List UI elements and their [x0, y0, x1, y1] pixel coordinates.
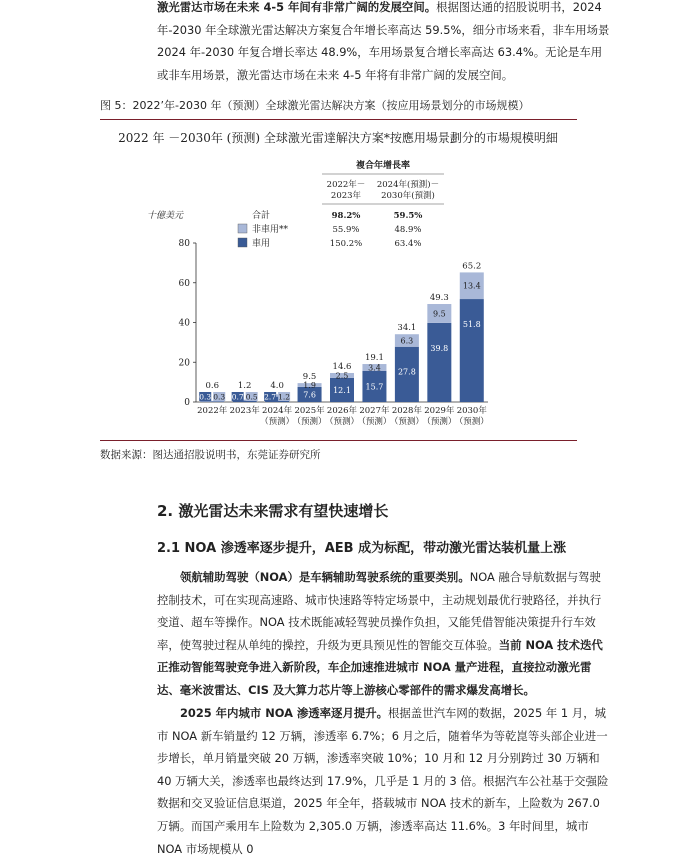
x-tick-label: （预测） [454, 417, 489, 427]
y-tick-label: 0 [184, 398, 190, 408]
x-tick-label: 2024年 [262, 406, 293, 416]
x-tick-label: 2025年 [294, 406, 325, 416]
city-noa-paragraph [157, 702, 612, 860]
cagr-value-2022-2023: 55.9% [332, 225, 360, 235]
x-tick-label: 2028年 [391, 406, 422, 416]
figure-source: 数据来源：图达通招股说明书，东莞证券研究所 [100, 449, 321, 461]
bar-total-label: 1.2 [237, 381, 252, 391]
bar-total-label: 0.6 [205, 381, 219, 391]
legend [238, 209, 289, 249]
bar-non-vehicle-label: 3.4 [368, 363, 381, 373]
x-tick-label: （预测） [292, 417, 327, 427]
cagr-value-2024-2030: 63.4% [394, 239, 422, 249]
y-tick-label: 20 [178, 358, 190, 369]
bar-vehicle-label: 12.1 [333, 385, 351, 395]
cagr-value-2024-2030: 59.5% [393, 211, 423, 221]
legend-swatch [238, 224, 247, 233]
bar-vehicle-label: 0.7 [231, 392, 244, 402]
bar-non-vehicle-label: 0.3 [213, 392, 226, 402]
bar-vehicle-label: 7.6 [303, 390, 316, 400]
bar-total-label: 14.6 [332, 361, 352, 372]
x-tick-label: （预测） [389, 417, 424, 427]
cagr-col1-header: 2022年－ [326, 180, 366, 190]
bar-vehicle-label: 0.3 [199, 392, 212, 402]
noa-lead: 领航辅助驾驶（NOA）是车辆辅助驾驶系统的重要类别。 [180, 570, 470, 584]
x-tick-label: 2029年 [424, 406, 455, 416]
cagr-col2-header: 2030年(預測) [381, 191, 435, 201]
bar-non-vehicle-label: 0.5 [245, 392, 258, 402]
bar-total-label: 9.5 [302, 372, 317, 383]
noa-bold-conclusion: 当前 NOA 技术迭代正推动智能驾驶竞争进入新阶段，车企加速推进城市 NOA 量产进程，直接拉动激光雷达、毫米波雷达、CIS 及大算力芯片等上游核心零部件的需求爆发高增长。 [157, 637, 603, 697]
bar-non-vehicle-label: 1.2 [278, 392, 291, 402]
bar-non-vehicle-label: 1.9 [303, 381, 316, 391]
bar-vehicle-label: 15.7 [365, 382, 384, 392]
x-tick-label: 2030年 [456, 406, 487, 416]
bar-vehicle [460, 299, 484, 402]
bar-vehicle-label: 51.8 [462, 320, 481, 330]
y-tick-label: 80 [178, 239, 190, 249]
figure-bottom-rule [100, 440, 577, 441]
cagr-value-2022-2023: 98.2% [331, 211, 361, 221]
x-tick-label: （预测） [422, 417, 457, 427]
city-noa-lead: 2025 年内城市 NOA 渗透率逐月提升。 [180, 706, 389, 720]
intro-lead: 激光雷达市场在未来 4-5 年间有非常广阔的发展空间。 [157, 0, 437, 14]
x-tick-label: （预测） [324, 417, 360, 427]
legend-label: 非車用** [252, 225, 289, 235]
subsection-heading: 2.1 NOA 渗透率逐步提升，AEB 成为标配，带动激光雷达装机量上涨 [157, 541, 567, 556]
section-heading: 2. 激光雷达未来需求有望快速增长 [157, 502, 389, 520]
bar-total-label: 34.1 [397, 323, 417, 334]
bar-vehicle-label: 39.8 [430, 343, 449, 353]
bar-total-label: 65.2 [462, 261, 482, 272]
x-tick-label: 2022年 [197, 406, 228, 416]
market-size-chart [0, 120, 673, 440]
bar-total-label: 49.3 [429, 293, 449, 304]
y-tick-label: 40 [178, 318, 190, 329]
bar-total-label: 4.0 [270, 381, 284, 391]
bar-total-label: 19.1 [364, 353, 384, 364]
bar-non-vehicle-label: 13.4 [462, 281, 481, 291]
x-tick-label: 2023年 [229, 406, 260, 416]
bar-non-vehicle-label: 9.5 [432, 309, 446, 319]
bar-vehicle-label: 27.8 [397, 367, 416, 377]
x-tick-label: （预测） [260, 417, 295, 427]
x-tick-label: 2027年 [359, 406, 390, 416]
bar-vehicle-label: 2.7 [264, 392, 277, 402]
legend-total-label: 合計 [252, 211, 271, 221]
cagr-header: 複合年增長率 [355, 161, 411, 171]
cagr-value-2024-2030: 48.9% [394, 225, 422, 235]
intro-body: 根据图达通的招股说明书，2024 年-2030 年全球激光雷达解决方案复合年增长率高达 59.5%，细分市场来看，非车用场景 2024 年-2030 年复合增长率达 48.9%，车用场景复合增长率高达 63.4%。无论是车用或非车用场景，激光雷达市场在未来 4-5 年将有非常广阔的发展空间。 [157, 0, 610, 82]
noa-body: NOA 融合导航数据与驾驶控制技术，可在实现高速路、城市快速路等特定场景中，主动规划最优行驶路径，并执行变道、超车等操作。NOA 技术既能减轻驾驶员操作负担，又能凭借智能决策提升行车效率，使驾驶过程从单纯的操控，升级为更具预见性的智能交互体验。 [157, 570, 602, 652]
chart-title: 2022 年 －2030年 (预测) 全球激光雷達解決方案*按應用場景劃分的市場規模明細 [118, 131, 558, 145]
cagr-col1-header: 2023年 [330, 191, 362, 201]
bar-vehicle [427, 323, 451, 402]
bar-non-vehicle-label: 6.3 [400, 336, 414, 346]
x-tick-label: （预测） [357, 417, 392, 427]
y-axis-label: 十億美元 [146, 211, 184, 221]
cagr-value-2022-2023: 150.2% [329, 239, 363, 249]
legend-swatch [238, 238, 247, 247]
figure-caption: 图 5：2022’年-2030 年（预测）全球激光雷达解决方案（按应用场景划分的市场规模） [100, 99, 530, 112]
x-tick-label: 2026年 [326, 406, 358, 416]
legend-label: 車用 [252, 239, 271, 249]
cagr-col2-header: 2024年(預測)－ [376, 180, 440, 190]
intro-paragraph [157, 0, 612, 86]
city-noa-body: 根据盖世汽车网的数据，2025 年 1 月，城市 NOA 新车销量约 12 万辆，渗透率 6.7%；6 月之后，随着华为等乾崑等头部企业进一步增长，单月销量突破 20 万辆，渗透率突破 10%；10 月和 12 月分别跨过 30 万辆和 40 万辆大关，渗透率也最终达到 17.9%，几乎是 1 月的 3 倍。根据汽车公社基于交强险数据和交叉验证信息渠道，2025 年全年，搭载城市 NOA 技术的新车，上险数为 267.0 万辆。而国产乘用车上险数为 2,305.0 万辆，渗透率高达 11.6%。3 年时间里，城市 NOA 市场规模从 0 [157, 706, 609, 856]
noa-paragraph [157, 566, 612, 702]
y-tick-label: 60 [178, 278, 190, 289]
bar-non-vehicle-label: 2.5 [335, 371, 349, 381]
